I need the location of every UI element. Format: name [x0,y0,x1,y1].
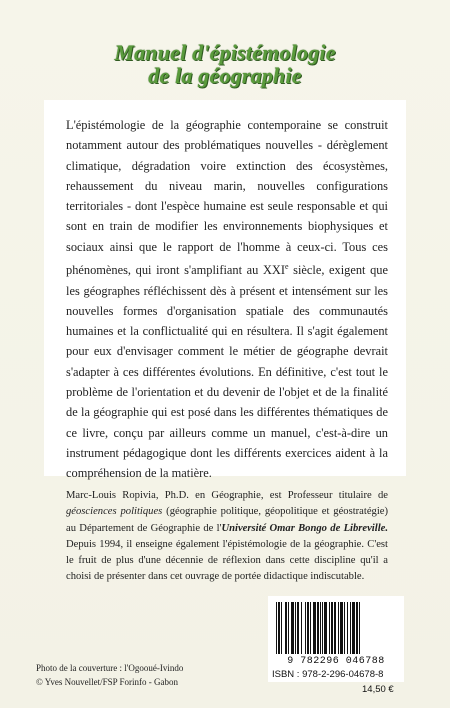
barcode-bar [297,602,299,654]
barcode-bar [276,602,277,654]
barcode-bar [359,602,360,654]
barcode-bar [334,602,336,654]
barcode-bar [338,602,339,654]
barcode-bar [305,602,306,654]
barcode-bar [307,602,309,654]
book-title-line-2: de la géographie [148,63,302,88]
barcode-bar [320,602,321,654]
barcode-bar [350,602,351,654]
barcode-bar [340,602,343,654]
barcode-bar [278,602,280,654]
blurb-text: L'épistémologie de la géographie contemporaine se construit notamment autour des problématiques nouvelles - dérèglement climatique, dégradation voire extinction des écosystèmes, rehaussement du niveau marin, nouvelles configurations territoriales - dont l'espèce humaine est seule responsable et qui sont en train de modifier les environnements biophysiques et sociaux ainsi que le rapport de l'homme à ceux-ci. Tous ces phénomènes, qui iront s'amplifiant au XXIe siècle, exigent que les géographes réfléchissent dès à présent et intensément sur les nouvelles formes d'organisation spatiale des communautés humaines et la conflictualité qui en résultera. Il s'agit également pour eux d'envisager comment le métier de géographe devrait s'adapter à ces différentes évolutions. En définitive, c'est tout le problème de l'orientation et du devenir de l'objet et de la finalité de la géographie qui est posé dans les différentes thématiques de ce livre, conçu par ailleurs comme un manuel, c'est-à-dire un instrument pédagogique dont les différents exercices aident à la compréhension de la matière. [66,118,388,481]
barcode-bar [281,602,282,654]
author-bio [66,488,388,586]
barcode-bar [317,602,319,654]
barcode-bar [295,602,296,654]
barcode-bar [310,602,311,654]
bio-part-1: Marc-Louis Ropivia, Ph.D. en Géographie, est Professeur titulaire de [66,490,388,501]
photo-credit-line-1: Photo de la couverture : l'Ogooué-Ivindo [36,663,184,673]
barcode-bar [324,602,327,654]
isbn: ISBN : 978-2-296-04678-8 [272,669,384,680]
barcode-bar [291,602,294,654]
barcode-bar [313,602,316,654]
barcode-bar [288,602,289,654]
barcode-bar [356,602,358,654]
barcode-bar [331,602,333,654]
barcode-bar [344,602,345,654]
photo-credit-line-2: © Yves Nouvellet/FSP Forinfo - Gabon [36,677,179,687]
bio-part-2: (géographie politique, géopolitique et géostratégie) au Département de Géographie de l' [66,506,388,534]
bio-university: Université Omar Bongo de Libreville. [221,522,388,534]
bio-italic-1: géosciences politiques [66,506,163,518]
barcode-bar [301,602,302,654]
barcode-bar [329,602,330,654]
bio-part-3: Depuis 1994, il enseigne également l'épistémologie de la géographie. C'est le fruit de plus d'une décennie de réflexion dans cette discipline qu'il a choisi de présenter dans cet ouvrage de portée didactique indiscutable. [66,538,388,583]
barcode-bar [352,602,355,654]
price: 14,50 € [362,684,394,695]
barcode-bar [347,602,348,654]
book-title-line-1: Manuel d'épistémologie [114,40,336,65]
barcode-digits: 9 782296 046788 [287,656,385,667]
barcode-bar [322,602,323,654]
barcode-bars [274,602,398,656]
barcode-bar [285,602,287,654]
